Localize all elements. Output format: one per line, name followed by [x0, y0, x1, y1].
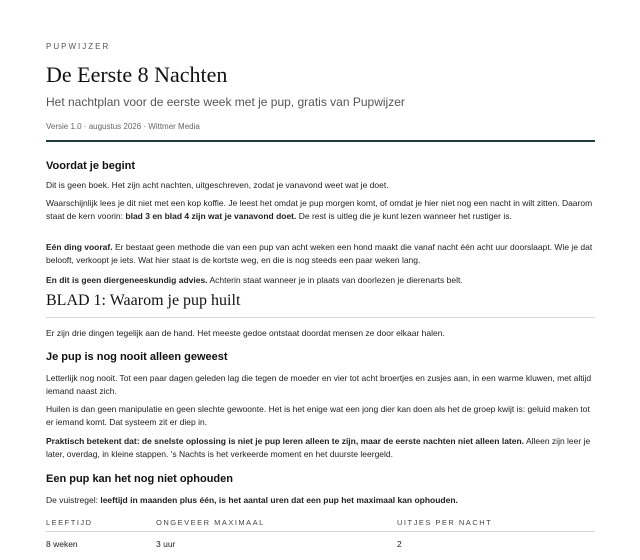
- blad1-paragraph-3: [46, 435, 595, 460]
- intro-p3-text: Er bestaat geen methode die van een pup van acht weken een hond maakt die vanaf nacht één acht uur doorslaapt. Wie je dat belooft, verkoopt je iets. Wat hier staat is de kortste weg, en die is nog steeds een paar weken lang.: [46, 242, 593, 265]
- rule-of-thumb: [46, 494, 595, 507]
- intro-p4-text: Achterin staat wanneer je in plaats van doorlezen je dierenarts belt.: [207, 275, 463, 285]
- intro-p2-tail: De rest is uitleg die je kunt lezen wanneer het rustiger is.: [296, 210, 512, 221]
- blad1-paragraph-2: Huilen is dan geen manipulatie en geen slechte gewoonte. Het is het enige wat een jong dier kan doen als het de groep kwijt is: geluid maken tot er iemand komt. Dat systeem zit er diep in.: [46, 404, 590, 427]
- table-cell-leeftijd: 8 weken: [46, 539, 78, 549]
- intro-heading: Voordat je begint: [46, 160, 136, 172]
- table-header-maximaal: ONGEVEER MAXIMAAL: [156, 518, 265, 527]
- table-cell-maximaal: 3 uur: [156, 539, 176, 549]
- intro-paragraph-2: [46, 197, 595, 222]
- section-heading-blad-1: BLAD 1: Waarom je pup huilt: [46, 292, 241, 309]
- blad1-lead: Er zijn drie dingen tegelijk aan de hand. Het meeste gedoe ontstaat doordat mensen ze door elkaar halen.: [46, 328, 445, 338]
- table-header-uitjes: UITJES PER NACHT: [397, 518, 493, 527]
- intro-p3-lead: Eén ding vooraf.: [46, 242, 113, 252]
- page-title: De Eerste 8 Nachten: [46, 62, 228, 87]
- blad1-p3-text: Alleen zijn leer je later, overdag, in kleine stappen. 's Nachts is het verkeerde moment en het duurste leergeld.: [46, 436, 591, 459]
- subheading-nooit-alleen: Je pup is nog nooit alleen geweest: [46, 351, 228, 363]
- intro-p4-lead: En dit is geen diergeneeskundig advies.: [46, 275, 208, 285]
- table-header-divider: [46, 531, 595, 532]
- subheading-ophouden: Een pup kan het nog niet ophouden: [46, 473, 233, 485]
- rule-of-thumb-emphasis: leeftijd in maanden plus één, is het aantal uren dat een pup het maximaal kan ophouden.: [100, 495, 458, 505]
- intro-p2-text: Waarschijnlijk lees je dit niet met een kop koffie. Je leest het omdat je pup morgen komt, of omdat je hier niet nog een nacht in wilt zitten. Daarom staat de kern voorin:: [46, 198, 593, 221]
- brand-label: PUPWIJZER: [46, 42, 111, 51]
- table-header-leeftijd: LEEFTIJD: [46, 518, 93, 527]
- blad1-p3-emphasis: Praktisch betekent dat: de snelste oplossing is niet je pup leren alleen te zijn, maar de eerste nachten niet alleen laten.: [46, 436, 525, 446]
- page-subtitle: Het nachtplan voor de eerste week met je pup, gratis van Pupwijzer: [46, 95, 405, 109]
- section-divider: [46, 317, 595, 318]
- intro-paragraph-4: [46, 274, 595, 287]
- intro-paragraph-3: [46, 241, 595, 266]
- rule-of-thumb-lead: De vuistregel:: [46, 495, 101, 505]
- intro-paragraph-1: Dit is geen boek. Het zijn acht nachten, uitgeschreven, zodat je vanavond weet wat je doet.: [46, 180, 389, 190]
- intro-p2-emphasis: blad 3 en blad 4 zijn wat je vanavond doet.: [125, 210, 297, 221]
- table-cell-uitjes: 2: [397, 539, 402, 549]
- blad1-paragraph-1: Letterlijk nog nooit. Tot een paar dagen geleden lag die tegen de moeder en vier tot acht broertjes en zusjes aan, in een warme kluwen, met altijd iemand naast zich.: [46, 373, 592, 396]
- version-meta: Versie 1.0 · augustus 2026 · Wittmer Media: [46, 122, 200, 131]
- header-divider: [46, 140, 595, 142]
